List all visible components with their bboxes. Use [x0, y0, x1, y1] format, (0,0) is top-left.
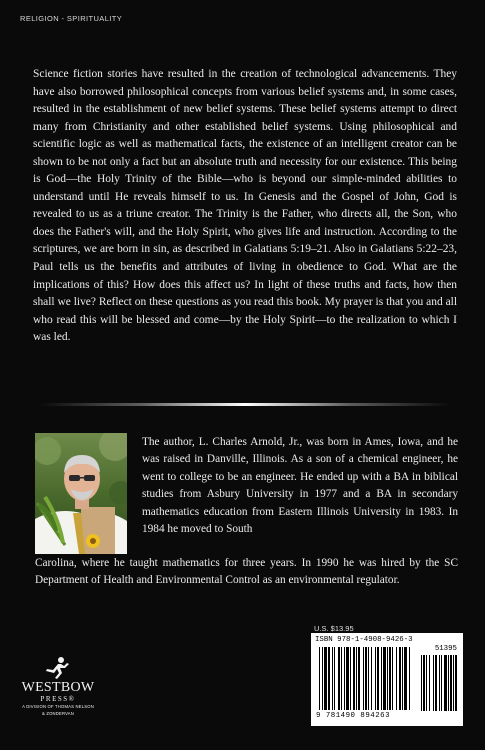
isbn-text: ISBN 978-1-4908-9426-3	[315, 636, 413, 644]
publisher-press: PRESS®	[40, 695, 76, 703]
author-bio: The author, L. Charles Arnold, Jr., was born in Ames, Iowa, and he was raised in Danville, Illinois. As a son of a chemical engineer, he went to college to be an engineer. He ended up with a BA in biblical studies from Asbury University in 1977 and a BA in secondary mathematics education from Eastern Illinois University in 1983. In 1984 he moved to South	[142, 436, 458, 536]
section-divider	[40, 403, 450, 406]
publisher-division-1: A DIVISION OF THOMAS NELSON	[22, 704, 94, 709]
price-label: U.S. $13.95	[314, 624, 354, 633]
author-photo	[35, 433, 127, 554]
publisher-division-2: & ZONDERVAN	[41, 710, 75, 716]
addon-number: 51395	[434, 645, 457, 653]
isbn-barcode	[311, 633, 463, 726]
author-bio-continued: Carolina, where he taught mathematics for three years. In 1990 he was hired by the SC Department of Health and Environmental Control as an environmental regulator.	[35, 557, 458, 587]
publisher-name: WESTBOW	[21, 680, 95, 695]
book-description: Science fiction stories have resulted in the creation of technological advancements. They have also borrowed philosophical concepts from various belief systems and, in some cases, resulted in the establishment of new belief systems. These belief systems attempt to direct many from Christianity and other established belief systems. Using philosophical and scientific logic as well as mathematical facts, the existence of an intelligent creator can be shown to be not only a fact but an absolute truth and necessity for our existence. This being is God—the Holy Trinity of the Bible—who is beyond our simple-minded abilities to understand until He reveals himself to us. In Genesis and the Gospel of John, God is revealed to us as a triune creator. The Trinity is the Father, who directs all, the Son, who does the Father's will, and the Holy Spirit, who gives life and instruction. According to the scriptures, we are born in sin, as described in Galatians 5:19–21. Also in Galatians 5:22–23, Paul tells us the benefits and attributes of living in obedience to God. What are the implications of this? How does this affect us? In light of these truths and facts, how then shall we live? Reflect on these questions as you read this book. My prayer is that you and all who read this will be blessed and come—by the Holy Spirit—to the realization to which I was led.	[33, 68, 457, 344]
publisher-logo	[18, 656, 98, 716]
ean-number: 9 781490 894263	[316, 712, 391, 720]
runner-icon	[44, 656, 72, 680]
genre-label: RELIGION - SPIRITUALITY	[20, 14, 123, 23]
